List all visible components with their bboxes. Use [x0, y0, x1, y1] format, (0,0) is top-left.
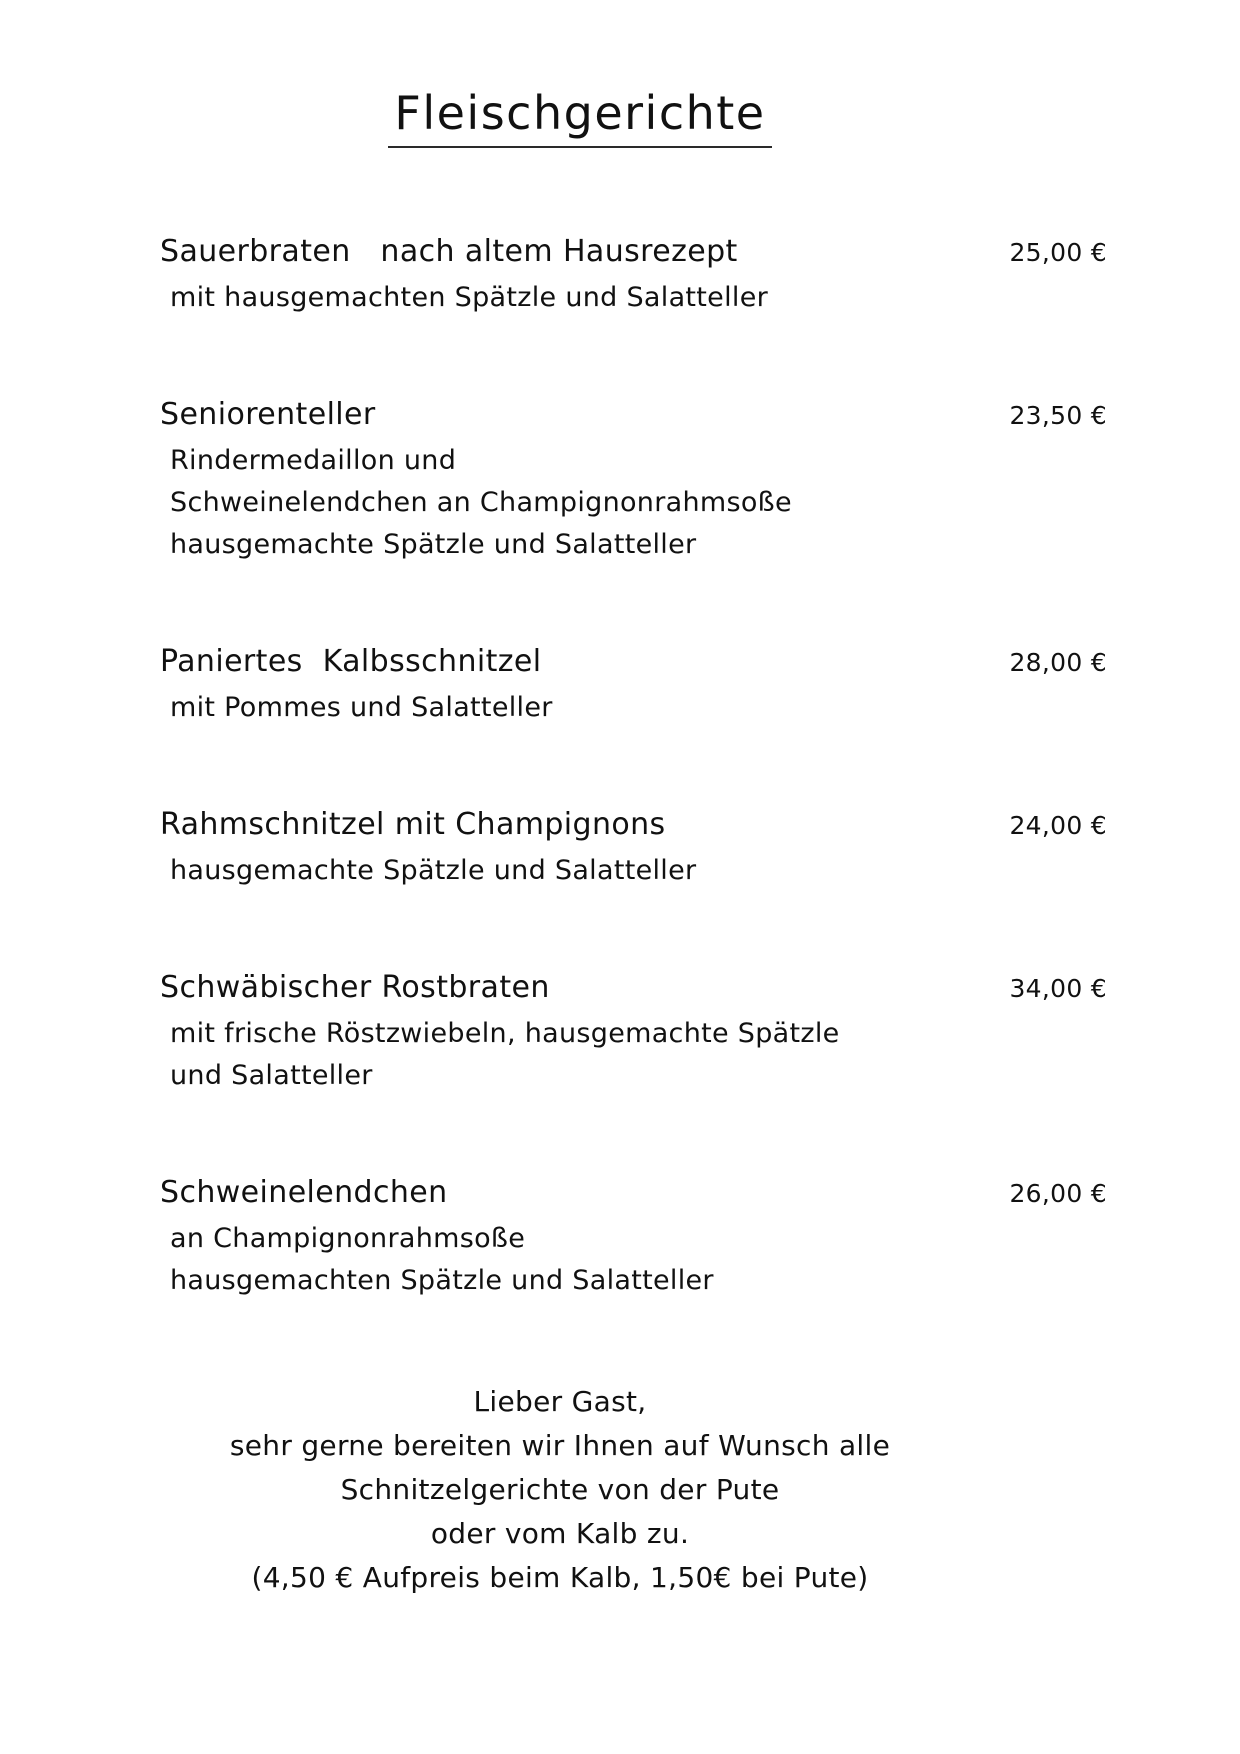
menu-item-rahmschnitzel — [160, 807, 1107, 892]
item-description-line: mit hausgemachten Spätzle und Salatteller — [170, 282, 769, 313]
item-name: Schwäbischer Rostbraten — [160, 970, 550, 1005]
item-name: Schweinelendchen — [160, 1175, 448, 1210]
item-description-line: hausgemachte Spätzle und Salatteller — [170, 855, 697, 886]
item-header-row — [160, 234, 1107, 269]
note-line: Schnitzelgerichte von der Pute — [340, 1473, 780, 1506]
note-line: (4,50 € Aufpreis beim Kalb, 1,50€ bei Pute) — [251, 1561, 869, 1594]
item-description-line: und Salatteller — [170, 1060, 373, 1091]
item-name: Sauerbraten nach altem Hausrezept — [160, 234, 738, 269]
page-title: Fleischgerichte — [388, 86, 771, 148]
item-description-line: an Champignonrahmsoße — [170, 1223, 526, 1254]
item-description-line: mit frische Röstzwiebeln, hausgemachte Spätzle — [170, 1018, 840, 1049]
menu-item-schweinelendchen — [160, 1175, 1107, 1302]
item-description — [160, 1218, 1107, 1302]
item-name: Paniertes Kalbsschnitzel — [160, 644, 542, 679]
item-header-row — [160, 644, 1107, 679]
item-price: 26,00 € — [1009, 1179, 1107, 1208]
menu-list — [160, 234, 1107, 1302]
item-description-line: hausgemachte Spätzle und Salatteller — [170, 529, 697, 560]
footer-note — [160, 1380, 960, 1600]
item-price: 34,00 € — [1009, 974, 1107, 1003]
note-line: Lieber Gast, — [473, 1385, 647, 1418]
item-price: 23,50 € — [1009, 401, 1107, 430]
menu-item-kalbsschnitzel — [160, 644, 1107, 729]
title-section — [160, 86, 1000, 148]
item-name: Seniorenteller — [160, 397, 376, 432]
item-price: 28,00 € — [1009, 648, 1107, 677]
item-header-row — [160, 807, 1107, 842]
item-description — [160, 440, 1107, 566]
item-header-row — [160, 1175, 1107, 1210]
item-description-line: Rindermedaillon und — [170, 445, 457, 476]
menu-item-rostbraten — [160, 970, 1107, 1097]
item-price: 25,00 € — [1009, 238, 1107, 267]
item-description — [160, 1013, 1107, 1097]
item-header-row — [160, 970, 1107, 1005]
item-description — [160, 850, 1107, 892]
menu-item-seniorenteller — [160, 397, 1107, 566]
menu-item-sauerbraten — [160, 234, 1107, 319]
item-description-line: hausgemachten Spätzle und Salatteller — [170, 1265, 714, 1296]
item-description — [160, 687, 1107, 729]
note-line: oder vom Kalb zu. — [430, 1517, 690, 1550]
note-line: sehr gerne bereiten wir Ihnen auf Wunsch alle — [229, 1429, 891, 1462]
item-header-row — [160, 397, 1107, 432]
item-description-line: Schweinelendchen an Champignonrahmsoße — [170, 487, 792, 518]
item-price: 24,00 € — [1009, 811, 1107, 840]
item-name: Rahmschnitzel mit Champignons — [160, 807, 666, 842]
item-description — [160, 277, 1107, 319]
item-description-line: mit Pommes und Salatteller — [170, 692, 553, 723]
